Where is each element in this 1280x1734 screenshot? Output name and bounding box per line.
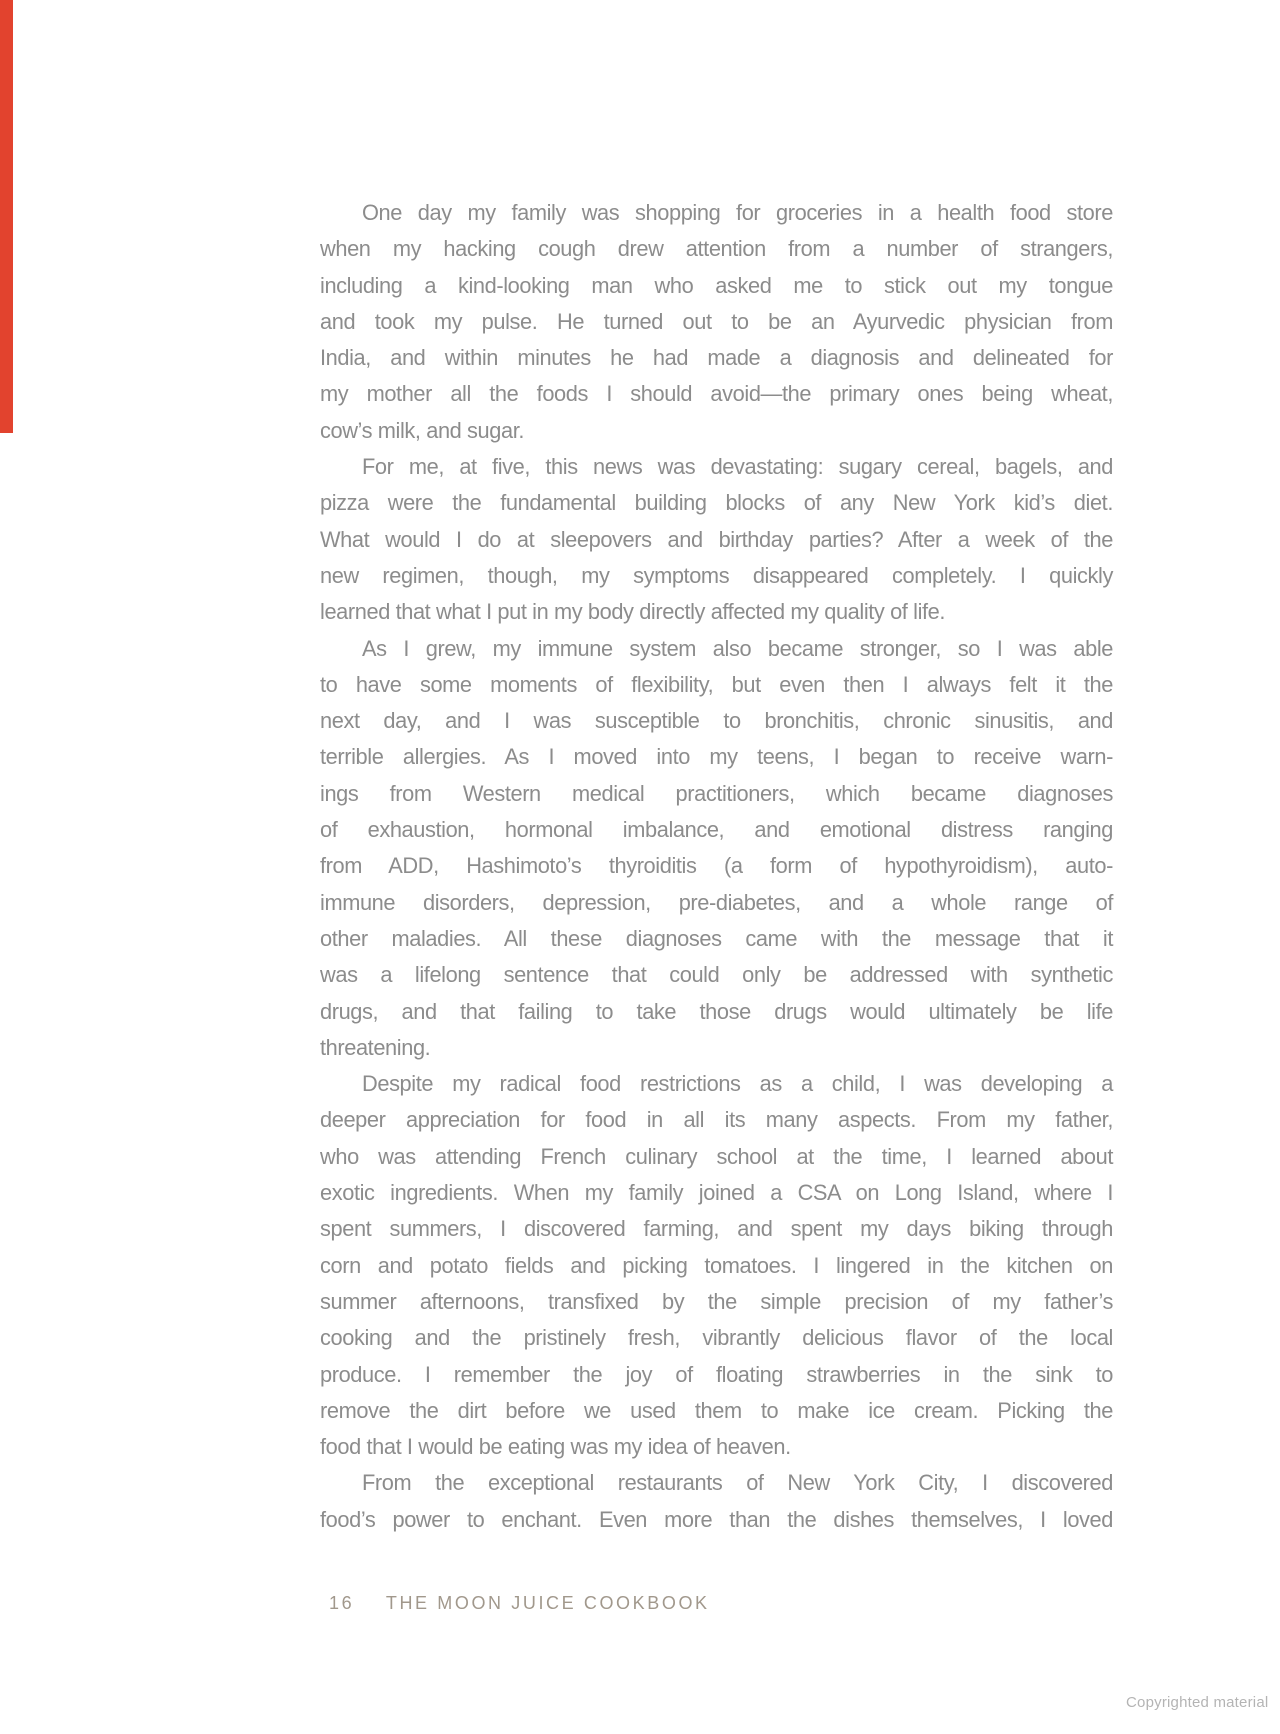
text-line: India, and within minutes he had made a diagnosis and delineated for (320, 345, 1113, 371)
text-line: from ADD, Hashimoto’s thyroiditis (a form of hypothyroidism), auto- (320, 853, 1113, 879)
text-line: learned that what I put in my body directly affected my quality of life. (320, 599, 946, 625)
text-line: What would I do at sleepovers and birthday parties? After a week of the (320, 526, 1113, 552)
paragraph (320, 631, 1113, 1067)
page-edge-red-bar (0, 0, 13, 433)
text-line: immune disorders, depression, pre-diabetes, and a whole range of (320, 889, 1113, 915)
text-line: terrible allergies. As I moved into my teens, I began to receive warn- (320, 744, 1113, 770)
book-title: THE MOON JUICE COOKBOOK (385, 1593, 710, 1613)
text-line: exotic ingredients. When my family joined a CSA on Long Island, where I (320, 1180, 1113, 1206)
text-line: food that I would be eating was my idea of heaven. (320, 1434, 791, 1460)
text-line: and took my pulse. He turned out to be an Ayurvedic physician from (320, 308, 1113, 334)
text-line: remove the dirt before we used them to make ice cream. Picking the (320, 1397, 1113, 1423)
text-line: cow’s milk, and sugar. (320, 417, 525, 443)
text-line: of exhaustion, hormonal imbalance, and emotional distress ranging (320, 817, 1113, 843)
body-text (320, 195, 1113, 1538)
text-line: new regimen, though, my symptoms disappeared completely. I quickly (320, 562, 1113, 588)
text-line: From the exceptional restaurants of New York City, I discovered (362, 1470, 1113, 1496)
text-line: cooking and the pristinely fresh, vibrantly delicious flavor of the local (320, 1325, 1113, 1351)
paragraph (320, 1066, 1113, 1465)
text-line: pizza were the fundamental building blocks of any New York kid’s diet. (320, 490, 1113, 516)
text-line: As I grew, my immune system also became stronger, so I was able (362, 635, 1113, 661)
paragraph (320, 1465, 1113, 1538)
text-line: drugs, and that failing to take those drugs would ultimately be life (320, 998, 1113, 1024)
text-line: threatening. (320, 1034, 431, 1060)
page-number: 16 (329, 1593, 355, 1613)
paragraph (320, 195, 1113, 449)
page-footer (329, 1592, 710, 1614)
text-line: spent summers, I discovered farming, and spent my days biking through (320, 1216, 1113, 1242)
text-line: my mother all the foods I should avoid—the primary ones being wheat, (320, 381, 1113, 407)
text-line: One day my family was shopping for groceries in a health food store (362, 200, 1113, 225)
text-line: deeper appreciation for food in all its many aspects. From my father, (320, 1107, 1113, 1133)
text-line: produce. I remember the joy of floating strawberries in the sink to (320, 1361, 1113, 1387)
text-line: next day, and I was susceptible to bronchitis, chronic sinusitis, and (320, 708, 1113, 734)
text-line: food’s power to enchant. Even more than the dishes themselves, I loved (320, 1506, 1113, 1532)
text-line: corn and potato fields and picking tomatoes. I lingered in the kitchen on (320, 1252, 1113, 1278)
text-line: other maladies. All these diagnoses came with the message that it (320, 925, 1113, 951)
paragraph (320, 449, 1113, 630)
copyright-watermark: Copyrighted material (1126, 1694, 1269, 1711)
text-line: Despite my radical food restrictions as a child, I was developing a (362, 1071, 1113, 1097)
text-line: was a lifelong sentence that could only be addressed with synthetic (320, 962, 1113, 988)
text-line: ings from Western medical practitioners, which became diagnoses (320, 780, 1113, 806)
text-line: For me, at five, this news was devastating: sugary cereal, bagels, and (362, 454, 1113, 480)
text-line: when my hacking cough drew attention from a number of strangers, (320, 236, 1113, 262)
text-line: who was attending French culinary school at the time, I learned about (320, 1143, 1113, 1169)
text-line: to have some moments of flexibility, but even then I always felt it the (320, 671, 1113, 697)
text-line: summer afternoons, transfixed by the simple precision of my father’s (320, 1288, 1113, 1314)
text-line: including a kind-looking man who asked me to stick out my tongue (320, 272, 1113, 298)
